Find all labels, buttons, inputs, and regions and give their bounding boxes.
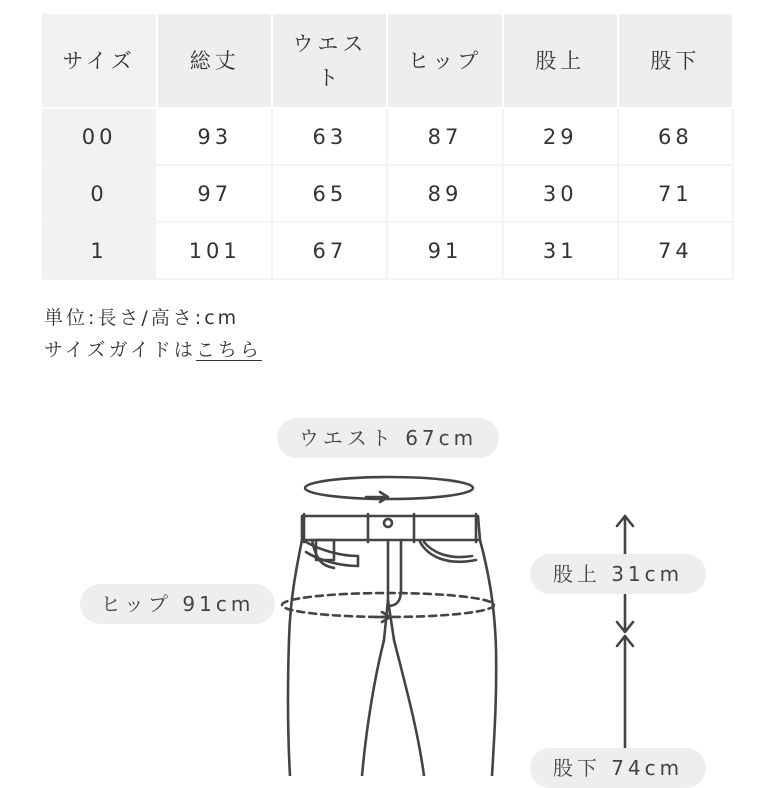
header-inseam: 股下 (618, 14, 733, 108)
cell-waist: 67 (272, 222, 387, 279)
rise-label: 股上 31cm (530, 554, 706, 594)
cell-hip: 91 (387, 222, 502, 279)
header-size: サイズ (42, 14, 157, 108)
cell-size: 0 (42, 165, 157, 222)
cell-rise: 30 (503, 165, 618, 222)
size-guide-prefix: サイズガイドは (44, 339, 196, 361)
pants-illustration-icon (288, 514, 496, 776)
inseam-label: 股下 74cm (530, 748, 706, 788)
cell-inseam: 71 (618, 165, 733, 222)
waist-label: ウエスト 67cm (277, 418, 499, 458)
waist-arrow-icon (366, 492, 388, 502)
cell-total-length: 101 (157, 222, 272, 279)
waist-measure-ellipse (305, 477, 473, 499)
hip-label: ヒップ 91cm (80, 584, 275, 624)
cell-size: 00 (42, 108, 157, 165)
cell-hip: 89 (387, 165, 502, 222)
cell-waist: 65 (272, 165, 387, 222)
cell-inseam: 74 (618, 222, 733, 279)
cell-hip: 87 (387, 108, 502, 165)
cell-rise: 29 (503, 108, 618, 165)
cell-inseam: 68 (618, 108, 733, 165)
cell-waist: 63 (272, 108, 387, 165)
header-waist-label: ウエスト (292, 31, 368, 90)
header-rise: 股上 (503, 14, 618, 108)
cell-total-length: 97 (157, 165, 272, 222)
cell-rise: 31 (503, 222, 618, 279)
size-guide-link[interactable]: こちら (195, 339, 262, 361)
cell-size: 1 (42, 222, 157, 279)
unit-note: 単位:長さ/高さ:cm (44, 307, 240, 329)
header-total-length: 総丈 (157, 14, 272, 108)
header-hip: ヒップ (387, 14, 502, 108)
cell-total-length: 93 (157, 108, 272, 165)
